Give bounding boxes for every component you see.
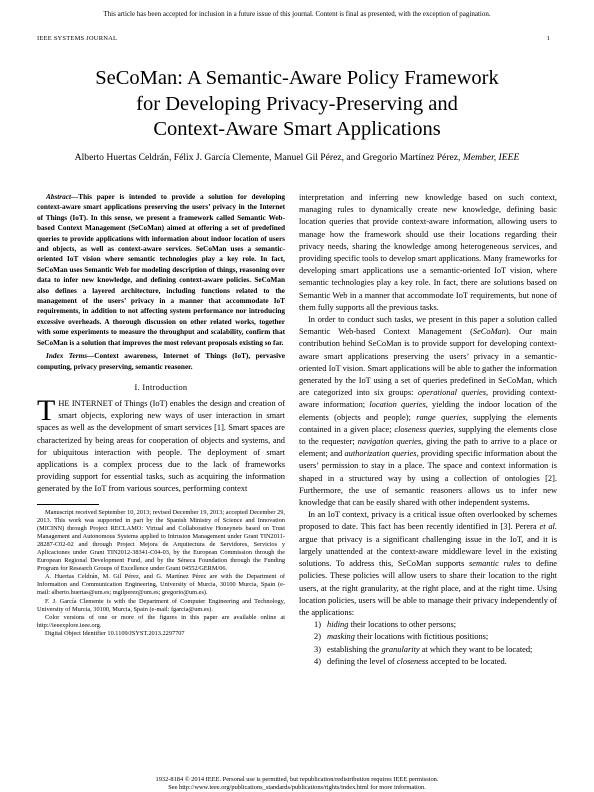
query-type: authorization queries <box>344 449 417 459</box>
title-line: SeCoMan: A Semantic-Aware Policy Framework <box>95 67 499 89</box>
footnote-affiliation: A. Huertas Celdrán, M. Gil Pérez, and G. Martínez Pérez are with the Department of Information and Communication Engineering, University of Murcia, 30100 Murcia, Spain (e-mail: alberto.huertas@um.es; mgilperez@um.es; gregorio@um.es). <box>37 573 285 597</box>
title-line: for Developing Privacy-Preserving and <box>136 92 458 115</box>
body-paragraph <box>299 509 557 619</box>
list-number: 3) <box>314 644 321 654</box>
accepted-notice: This article has been accepted for inclusion in a future issue of this journal. Content is final as presented, with the exception of pagination. <box>103 10 491 18</box>
privacy-options-list <box>299 619 557 668</box>
emphasis: et al. <box>539 522 557 532</box>
footnote-affiliation: F. J. García Clemente is with the Department of Computer Engineering and Technology, University of Murcia, 30100, Murcia, Spain (e-mail: fgarcia@um.es). <box>37 597 285 613</box>
list-item <box>299 644 557 656</box>
footnote-divider <box>37 504 99 505</box>
index-terms-text: —Context awareness, Internet of Things (IoT), pervasive computing, privacy preserving, semantic reasoner. <box>37 352 285 371</box>
abstract-label: Abstract <box>46 193 71 201</box>
journal-running-head: IEEE SYSTEMS JOURNAL <box>37 35 118 42</box>
footnote-doi: Digital Object Identifier 10.1109/JSYST.2013.2297707 <box>45 629 185 637</box>
abstract <box>37 192 285 348</box>
right-column <box>299 192 557 668</box>
text-run: accepted to be located. <box>428 656 507 666</box>
footnote-manuscript: Manuscript received September 10, 2013; revised December 19, 2013; accepted December 29, 2013. This work was supported in part by the Spanish Ministry of Science and Innovation (MICINN) through Project RECLAMO: Virtual and Collaborative Honeynets based on Trust Management and Autonomous Systems applied to Intrusion Management under Grant TIN2011-28287-C02-02 and through Project Mejora de Arquitectura de Servidores, Servicios y Aplicaciones under Grant TIN2012-38341-C04-03, by the European Commission through the European Regional Development Fund, and by the Séneca Foundation through the Funding Program for Research Groups of Excellence under Grant 04552/GERM/06. <box>37 508 285 573</box>
list-text <box>327 631 557 643</box>
list-number: 4) <box>314 656 321 666</box>
index-terms <box>37 351 285 372</box>
query-type: operational queries <box>417 388 487 398</box>
list-item <box>299 619 557 631</box>
list-text <box>327 644 557 656</box>
text-run: , supplying the elements contained in a given place; <box>299 412 557 434</box>
section-heading: I. Introduction <box>134 382 188 392</box>
title-line: Context-Aware Smart Applications <box>153 118 441 140</box>
drop-cap: T <box>37 393 56 427</box>
emphasis: closeness <box>396 656 429 666</box>
page-number: 1 <box>546 35 550 42</box>
footnote-color: Color versions of one or more of the figures in this paper are available online at http://ieeexplore.ieee.org. <box>37 613 285 629</box>
text-run: In order to conduct such tasks, we present in this paper a solution called Semantic Web-based Context Management ( <box>299 315 557 337</box>
emphasis: granularity <box>381 644 420 654</box>
text-run: their locations with fictitious positions; <box>354 632 489 642</box>
text-run: argue that privacy is a significant challenging issue in the IoT, and it is largely unattended at the context-aware middleware level in the existing solutions. To address this, SeCoMan supports <box>299 534 557 569</box>
text-run: their locations to other persons; <box>348 620 457 630</box>
query-type: closeness queries <box>394 424 454 434</box>
left-column <box>37 192 285 638</box>
list-number: 2) <box>314 632 321 642</box>
text-run: establishing the <box>327 644 382 654</box>
text-run: to define policies. These policies will allow users to share their location to the right users, at the right granularity, at the right place, and at the right time. Using location policies, users will be able to manage their privacy independently of the applications: <box>299 559 557 617</box>
list-item <box>299 631 557 643</box>
list-item <box>299 656 557 668</box>
author-list <box>20 152 574 164</box>
list-number: 1) <box>314 620 321 630</box>
list-text <box>327 656 557 668</box>
text-run: In an IoT context, privacy is a critical issue often overlooked by schemes proposed to date. This fact has been recently identified in [3]. Perera <box>299 510 557 532</box>
emphasis: semantic rules <box>469 559 521 569</box>
copyright-footer <box>0 776 594 792</box>
text-run: , providing context-aware information; <box>299 388 557 410</box>
index-terms-label: Index Terms <box>46 352 88 361</box>
emphasis: SeCoMan <box>472 327 506 337</box>
rights-link-line: See http://www.ieee.org/publications_standards/publications/rights/index.html for more information. <box>168 784 426 791</box>
text-run: , supplying the elements close to the requester; <box>299 424 557 447</box>
text-run: , yielding the indoor location of the elements (objects and people); <box>299 400 558 422</box>
query-type: location queries <box>369 400 426 410</box>
emphasis: masking <box>327 632 355 642</box>
query-type: navigation queries <box>357 437 422 447</box>
text-run: defining the level of <box>327 656 397 666</box>
intro-paragraph <box>37 393 285 496</box>
intro-text: HE INTERNET of Things (IoT) enables the design and creation of smart objects, exploring new ways of user interaction in smart spaces as well as the development of smart services [1]. Smart spaces are characterized by being areas for cooperation of objects and systems, and for ubiquitous interaction with people. The deployment of smart applications is a complex process due to the lack of frameworks providing support for essential tasks, such as acquiring the information generated by the IoT from various sources, performing context <box>37 398 285 494</box>
text-run: at which they want to be located; <box>419 644 533 654</box>
author-membership: Member, IEEE <box>462 152 520 163</box>
author-names: Alberto Huertas Celdrán, Félix J. García Clemente, Manuel Gil Pérez, and Gregorio Martínez Pérez, <box>74 152 461 163</box>
paper-title <box>40 66 554 143</box>
text-run: , providing specific information about the users’ permission to stay in a place. The space and context information is shaped in a structured way by using a collection of ontologies [2]. Furthermore, the use of semantic reasoners allows us to infer new knowledge that can be easily shared with other independent systems. <box>299 449 558 508</box>
copyright-line: 1932-8184 © 2014 IEEE. Personal use is permitted, but republication/redistribution requires IEEE permission. <box>155 776 439 783</box>
text-run: , giving the path to arrive to a place or element; and <box>299 437 557 459</box>
abstract-text: —This paper is intended to provide a solution for developing context-aware smart applications preserving the users’ privacy in the Internet of Things (IoT). In this sense, we present a framework called Semantic Web-based Context Management (SeCoMan) aimed at offering a set of predefined queries to provide applications with information about indoor location of users and objects, as well as context-aware services. SeCoMan uses a semantic-oriented IoT vision where semantic technologies play a key role. In fact, SeCoMan uses Semantic Web for modeling description of things, reasoning over data to infer new knowledge, and defining context-aware policies. SeCoMan also defines a layered architecture, including functions related to the management of the users’ privacy in a manner that accommodate IoT requirements, in addition to not affecting system performance nor introducing excessive overheads. A thorough discussion on other related works, together with some experiments to measure the throughput and scalability, confirm that SeCoMan is a solution that improves the most relevant proposals existing so far. <box>37 193 285 347</box>
list-text <box>327 619 557 631</box>
body-paragraph <box>299 314 557 509</box>
emphasis: hiding <box>327 620 349 630</box>
body-paragraph: interpretation and inferring new knowledge based on such context, managing rules to dynamically create new knowledge, defining basic location queries that provide context-aware information, allowing users to manage how the framework should use their locations regarding their privacy needs, sharing the knowledge among heterogeneous services, and providing specific tools to develop smart applications. Many frameworks for developing smart applications use a semantic-oriented IoT vision, where semantic technologies play a key role. In fact, there are solutions based on Semantic Web in a manner that accommodate IoT requirements, but none of them fully supports all the previous tasks. <box>299 193 557 312</box>
text-run: ). Our main contribution behind SeCoMan is to provide support for developing context-aware smart applications preserving the users’ privacy in a semantic-oriented IoT vision. Smart applications will be able to gather the information generated by the IoT using a set of queries predefined in SeCoMan, which are categorized into six groups: <box>299 327 557 398</box>
query-type: range queries <box>416 412 466 422</box>
